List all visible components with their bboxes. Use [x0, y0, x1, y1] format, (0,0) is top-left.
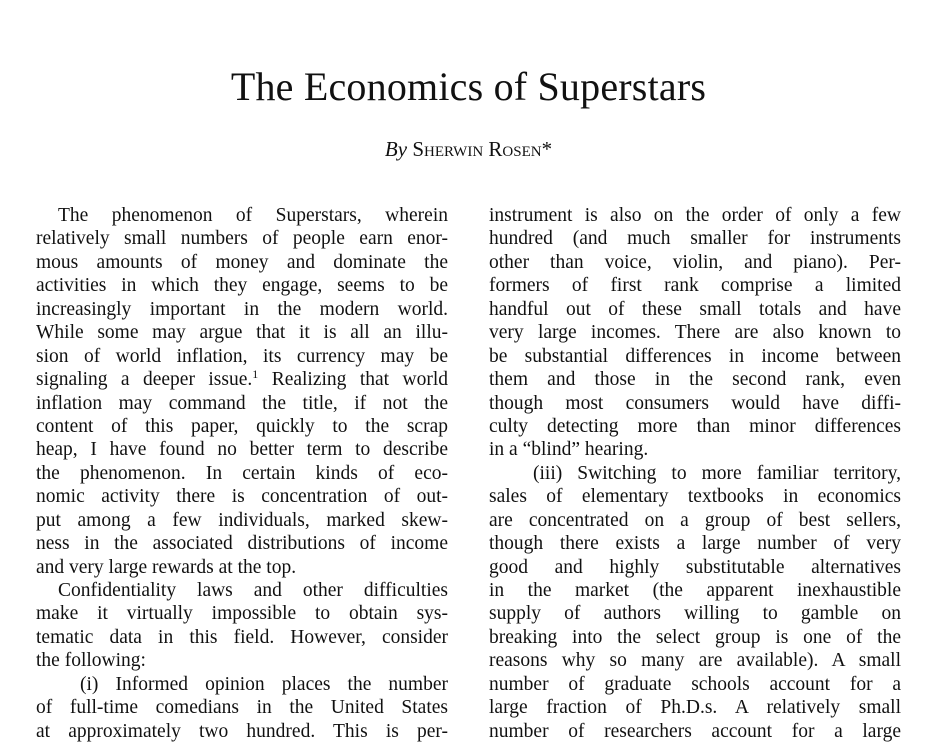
text-line: at approximately two hundred. This is per- [36, 720, 448, 742]
text-line: relatively small numbers of people earn enor- [36, 228, 448, 250]
text-line: are concentrated on a group of best sellers, [489, 509, 901, 531]
text-line: good and highly substitutable alternatives [489, 556, 901, 578]
text-line: formers of first rank comprise a limited [489, 275, 901, 297]
text-line: and very large rewards at the top. [36, 556, 297, 578]
author-footnote-mark: * [541, 137, 553, 161]
text-line: other than voice, violin, and piano). Per- [489, 251, 901, 273]
text-line: breaking into the select group is one of the [489, 626, 901, 648]
text-line: sales of elementary textbooks in economics [489, 486, 901, 508]
text-line: activities in which they engage, seems to be [36, 275, 448, 297]
footnote-reference[interactable]: 1 [252, 367, 259, 382]
text-line: them and those in the second rank, even [489, 369, 901, 391]
text-line: large fraction of Ph.D.s. A relatively small [489, 697, 901, 719]
byline [0, 136, 937, 162]
text-line: very large incomes. There are also known to [489, 322, 901, 344]
text-line: ness in the associated distributions of income [36, 533, 448, 555]
byline-by: By [384, 137, 408, 161]
text-line: handful out of these small totals and have [489, 298, 901, 320]
right-column [489, 204, 901, 743]
text-line: sion of world inflation, its currency may be [36, 345, 448, 367]
text-line: number of researchers account for a large [489, 720, 901, 742]
text-line: While some may argue that it is all an illu- [36, 322, 448, 344]
text-line: mous amounts of money and dominate the [36, 251, 448, 273]
paper-title: The Economics of Superstars [230, 64, 707, 109]
text-line: be substantial differences in income between [489, 345, 901, 367]
text-line: in a “blind” hearing. [489, 439, 649, 461]
text-line: nomic activity there is concentration of out- [36, 486, 448, 508]
text-line: make it virtually impossible to obtain sys- [36, 603, 448, 625]
text-line: culty detecting more than minor differences [489, 415, 901, 437]
text-line: tematic data in this field. However, consider [36, 626, 448, 648]
text-line: the phenomenon. In certain kinds of eco- [36, 462, 448, 484]
text-line: though there exists a large number of very [489, 533, 901, 555]
author-name: Sherwin Rosen [412, 137, 542, 161]
text-line: increasingly important in the modern world. [36, 298, 448, 320]
text-line: put among a few individuals, marked skew- [36, 509, 448, 531]
text-line: of full-time comedians in the United States [36, 697, 448, 719]
text-line: The phenomenon of Superstars, wherein [58, 205, 448, 226]
text-line: the following: [36, 650, 146, 672]
text-line: number of graduate schools account for a [489, 673, 901, 695]
text-line: hundred (and much smaller for instruments [489, 228, 901, 250]
text-line: instrument is also on the order of only a few [489, 205, 901, 226]
text-line: content of this paper, quickly to the scrap [36, 415, 448, 437]
text-line: supply of authors willing to gamble on [489, 603, 901, 625]
text-segment: signaling a deeper issue. [36, 369, 253, 391]
text-line: (iii) Switching to more familiar territory, [533, 462, 901, 484]
text-line: though most consumers would have diffi- [489, 392, 901, 414]
text-line: Confidentiality laws and other difficulties [58, 580, 448, 601]
text-line: inflation may command the title, if not the [36, 392, 448, 414]
text-line: (i) Informed opinion places the number [80, 673, 448, 695]
text-line [36, 368, 448, 391]
left-column [36, 204, 448, 743]
text-segment: Realizing that world [258, 369, 448, 391]
text-line: reasons why so many are available). A small [489, 650, 901, 672]
text-line: in the market (the apparent inexhaustible [489, 580, 901, 601]
text-line: heap, I have found no better term to describe [36, 439, 448, 461]
